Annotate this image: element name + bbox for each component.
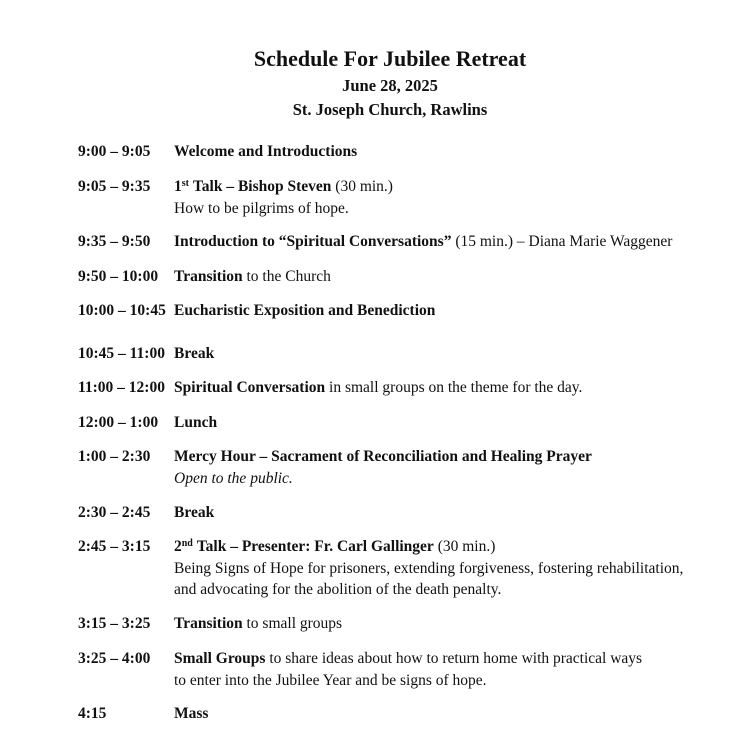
schedule-note: to enter into the Jubilee Year and be signs of hope. (174, 671, 487, 689)
schedule-description (174, 266, 734, 288)
schedule-title: Mercy Hour – Sacrament of Reconciliation and Healing Prayer (174, 448, 592, 465)
event-date: June 28, 2025 (342, 76, 438, 95)
schedule-description (174, 536, 734, 601)
schedule-note-continued: and advocating for the abolition of the death penalty. (174, 581, 502, 598)
schedule-extra: to share ideas about how to return home with practical ways (265, 650, 643, 667)
schedule-title: Break (174, 504, 215, 521)
schedule-time: 10:00 – 10:45 (78, 302, 166, 319)
schedule-time: 9:50 – 10:00 (78, 268, 159, 285)
schedule-extra: in small groups on the theme for the day. (325, 379, 583, 396)
talk-ordinal: 2nd (174, 538, 193, 555)
schedule-description (174, 377, 734, 399)
schedule-title: Small Groups (174, 650, 266, 667)
schedule-extra: (30 min.) (433, 538, 496, 555)
schedule-title: Break (174, 345, 215, 362)
schedule-description (174, 176, 734, 219)
document-header (0, 44, 756, 122)
schedule-note: Being Signs of Hope for prisoners, extending forgiveness, fostering rehabilitation, (174, 559, 684, 577)
schedule-description (174, 343, 734, 365)
schedule-description (174, 231, 734, 253)
schedule-extra: to the Church (242, 268, 331, 285)
schedule-extra: (15 min.) – Diana Marie Waggener (451, 233, 673, 250)
schedule-title: Transition (174, 615, 243, 632)
schedule-title: Lunch (174, 414, 218, 431)
schedule-time: 11:00 – 12:00 (78, 379, 165, 396)
document-title: Schedule For Jubilee Retreat (253, 46, 527, 71)
schedule-extra: to small groups (242, 615, 343, 632)
schedule-description (174, 446, 734, 489)
schedule-title: Spiritual Conversation (174, 379, 326, 396)
schedule-title: Talk – Presenter: Fr. Carl Gallinger (196, 538, 434, 555)
schedule-time: 2:30 – 2:45 (78, 504, 151, 521)
schedule-description (174, 648, 734, 691)
schedule-description (174, 502, 734, 524)
schedule-note: How to be pilgrims of hope. (174, 199, 349, 217)
schedule-description (174, 613, 734, 635)
schedule-title: Talk – Bishop Steven (192, 178, 332, 195)
schedule-description (174, 412, 734, 434)
schedule-time: 12:00 – 1:00 (78, 414, 159, 431)
schedule-time: 10:45 – 11:00 (78, 345, 165, 362)
schedule-title: Transition (174, 268, 243, 285)
schedule-time: 4:15 (78, 705, 107, 722)
schedule-title: Mass (174, 705, 209, 722)
schedule-time: 9:05 – 9:35 (78, 178, 151, 195)
schedule-time: 9:35 – 9:50 (78, 233, 151, 250)
schedule-time: 2:45 – 3:15 (78, 538, 151, 555)
schedule-time: 9:00 – 9:05 (78, 143, 151, 160)
schedule-description (174, 141, 734, 163)
schedule-time: 3:25 – 4:00 (78, 650, 151, 667)
schedule-title: Welcome and Introductions (174, 143, 358, 160)
schedule-title: Introduction to “Spiritual Conversations” (174, 233, 452, 250)
schedule-title: Eucharistic Exposition and Benediction (174, 302, 436, 319)
schedule-time: 3:15 – 3:25 (78, 615, 151, 632)
schedule-time: 1:00 – 2:30 (78, 448, 151, 465)
schedule-extra: (30 min.) (331, 178, 393, 195)
schedule-note: Open to the public. (174, 469, 293, 487)
event-location: St. Joseph Church, Rawlins (292, 100, 488, 119)
schedule-description (174, 703, 734, 725)
talk-ordinal: 1st (174, 178, 189, 195)
schedule-description (174, 300, 734, 322)
